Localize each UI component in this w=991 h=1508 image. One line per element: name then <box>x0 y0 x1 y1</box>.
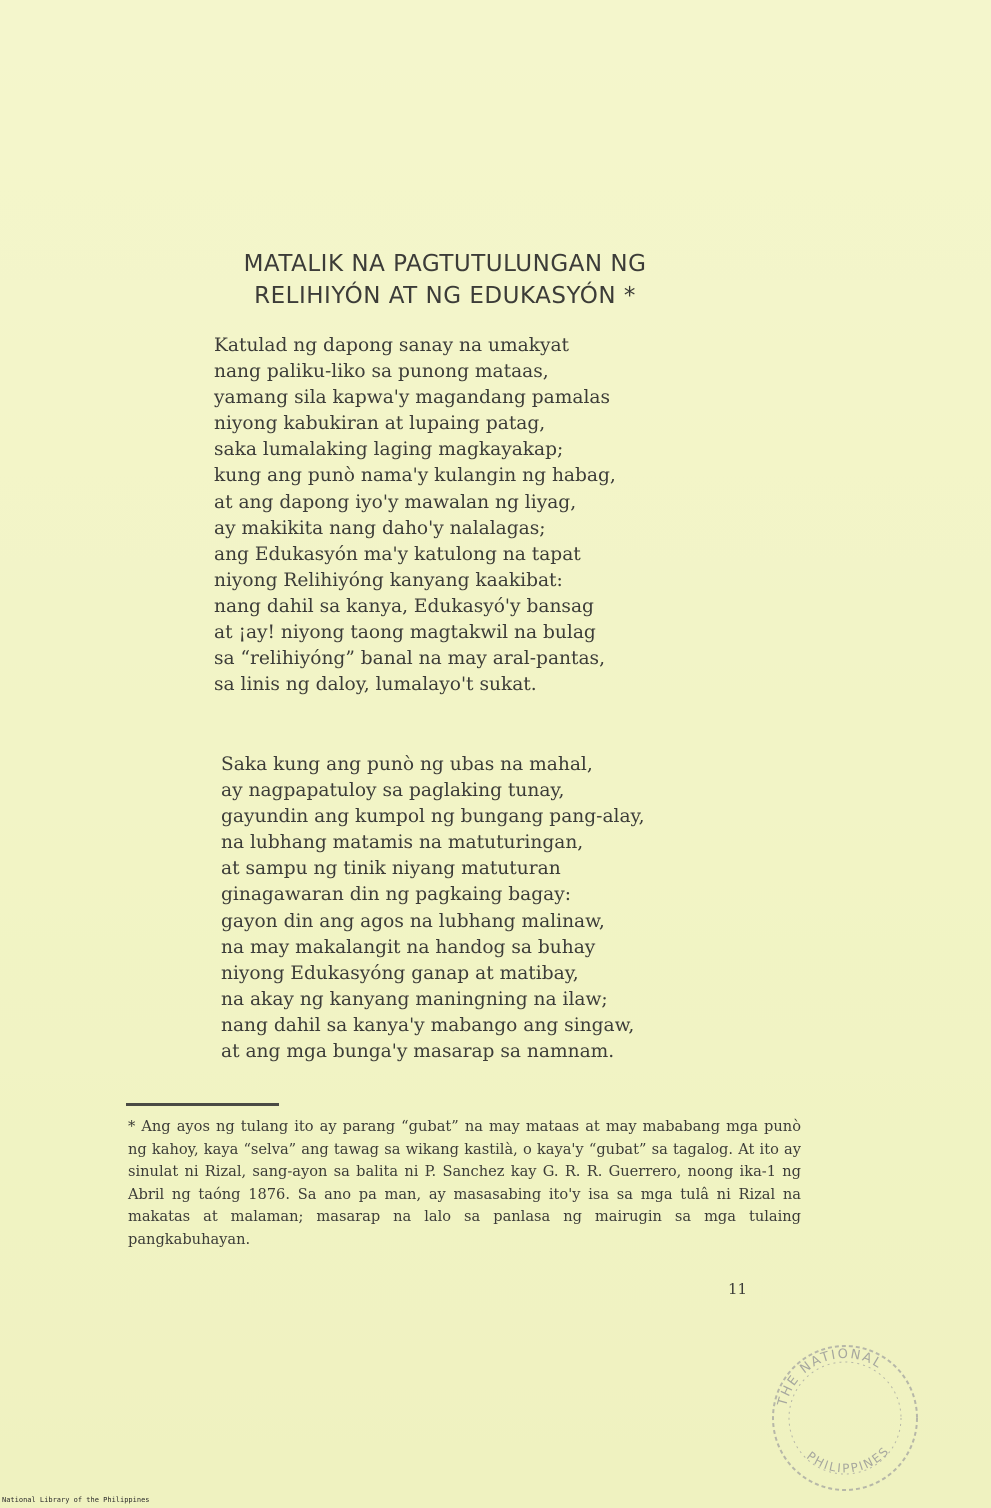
footnote-divider <box>126 1103 279 1106</box>
verse-line: Saka kung ang punò ng ubas na mahal, <box>221 754 593 775</box>
stanza-1 <box>214 333 616 698</box>
verse-line: yamang sila kapwa'y magandang pamalas <box>214 387 611 409</box>
verse-line: sa linis ng daloy, lumalayo't sukat. <box>214 674 537 696</box>
svg-text:PHILIPPINES: PHILIPPINES <box>804 1443 893 1476</box>
verse-line: gayon din ang agos na lubhang malinaw, <box>221 910 605 932</box>
verse-line: na akay ng kanyang maningning na ilaw; <box>221 988 608 1010</box>
stanza-2 <box>221 752 645 1065</box>
page-number: 11 <box>728 1280 748 1298</box>
scan-credit: National Library of the Philippines <box>2 1496 150 1504</box>
verse-line: saka lumalaking laging magkayakap; <box>214 439 564 461</box>
verse-line: niyong Edukasyóng ganap at matibay, <box>221 962 579 984</box>
verse-line: ginagawaran din ng pagkaing bagay: <box>221 884 572 906</box>
svg-text:THE NATIONAL: THE NATIONAL <box>775 1346 886 1408</box>
verse-line: ay nagpapatuloy sa paglaking tunay, <box>221 780 565 802</box>
verse-line: na lubhang matamis na matuturingan, <box>221 832 584 854</box>
verse-line: nang dahil sa kanya, Edukasyó'y bansag <box>214 595 594 617</box>
footnote: * Ang ayos ng tulang ito ay parang “gubat” na may mataas at may mababang mga punò ng kahoy, kaya “selva” ang tawag sa wikang kastilà, o kaya'y “gubat” sa tagalog. At ito ay sinulat ni Rizal, sang-ayon sa balita ni P. Sanchez kay G. R. R. Guerrero, noong ika-1 ng Abril ng taóng 1876. Sa ano pa man, ay masasabing ito'y isa sa mga tulâ ni Rizal na makatas at malaman; masarap na lalo sa panlasa ng mairugin sa mga tulaing pangkabuhayan. <box>128 1118 801 1248</box>
verse-line: nang dahil sa kanya'y mabango ang singaw, <box>221 1014 635 1036</box>
verse-line: at sampu ng tinik niyang matuturan <box>221 858 561 880</box>
verse-line: at ang dapong iyo'y mawalan ng liyag, <box>214 491 577 513</box>
title-line-1: MATALIK NA PAGTUTULUNGAN NG <box>243 251 647 277</box>
verse-line: niyong Relihiyóng kanyang kaakibat: <box>214 569 563 591</box>
poem-title <box>150 248 740 312</box>
verse-line: ay makikita nang daho'y nalalagas; <box>214 517 546 539</box>
verse-line: na may makalangit na handog sa buhay <box>221 936 596 958</box>
verse-line: sa “relihiyóng” banal na may aral-pantas, <box>214 648 606 670</box>
verse-line: gayundin ang kumpol ng bungang pang-alay, <box>221 806 645 828</box>
verse-line: at ang mga bunga'y masarap sa namnam. <box>221 1041 615 1063</box>
verse-line: at ¡ay! niyong taong magtakwil na bulag <box>214 622 596 644</box>
title-line-2: RELIHIYÓN AT NG EDUKASYÓN * <box>254 283 636 309</box>
verse-line: ang Edukasyón ma'y katulong na tapat <box>214 543 581 565</box>
verse-line: Katulad ng dapong sanay na umakyat <box>214 335 570 356</box>
library-stamp <box>760 1338 930 1508</box>
verse-line: kung ang punò nama'y kulangin ng habag, <box>214 465 616 487</box>
verse-line: nang paliku-liko sa punong mataas, <box>214 361 549 383</box>
verse-line: niyong kabukiran at lupaing patag, <box>214 413 546 435</box>
